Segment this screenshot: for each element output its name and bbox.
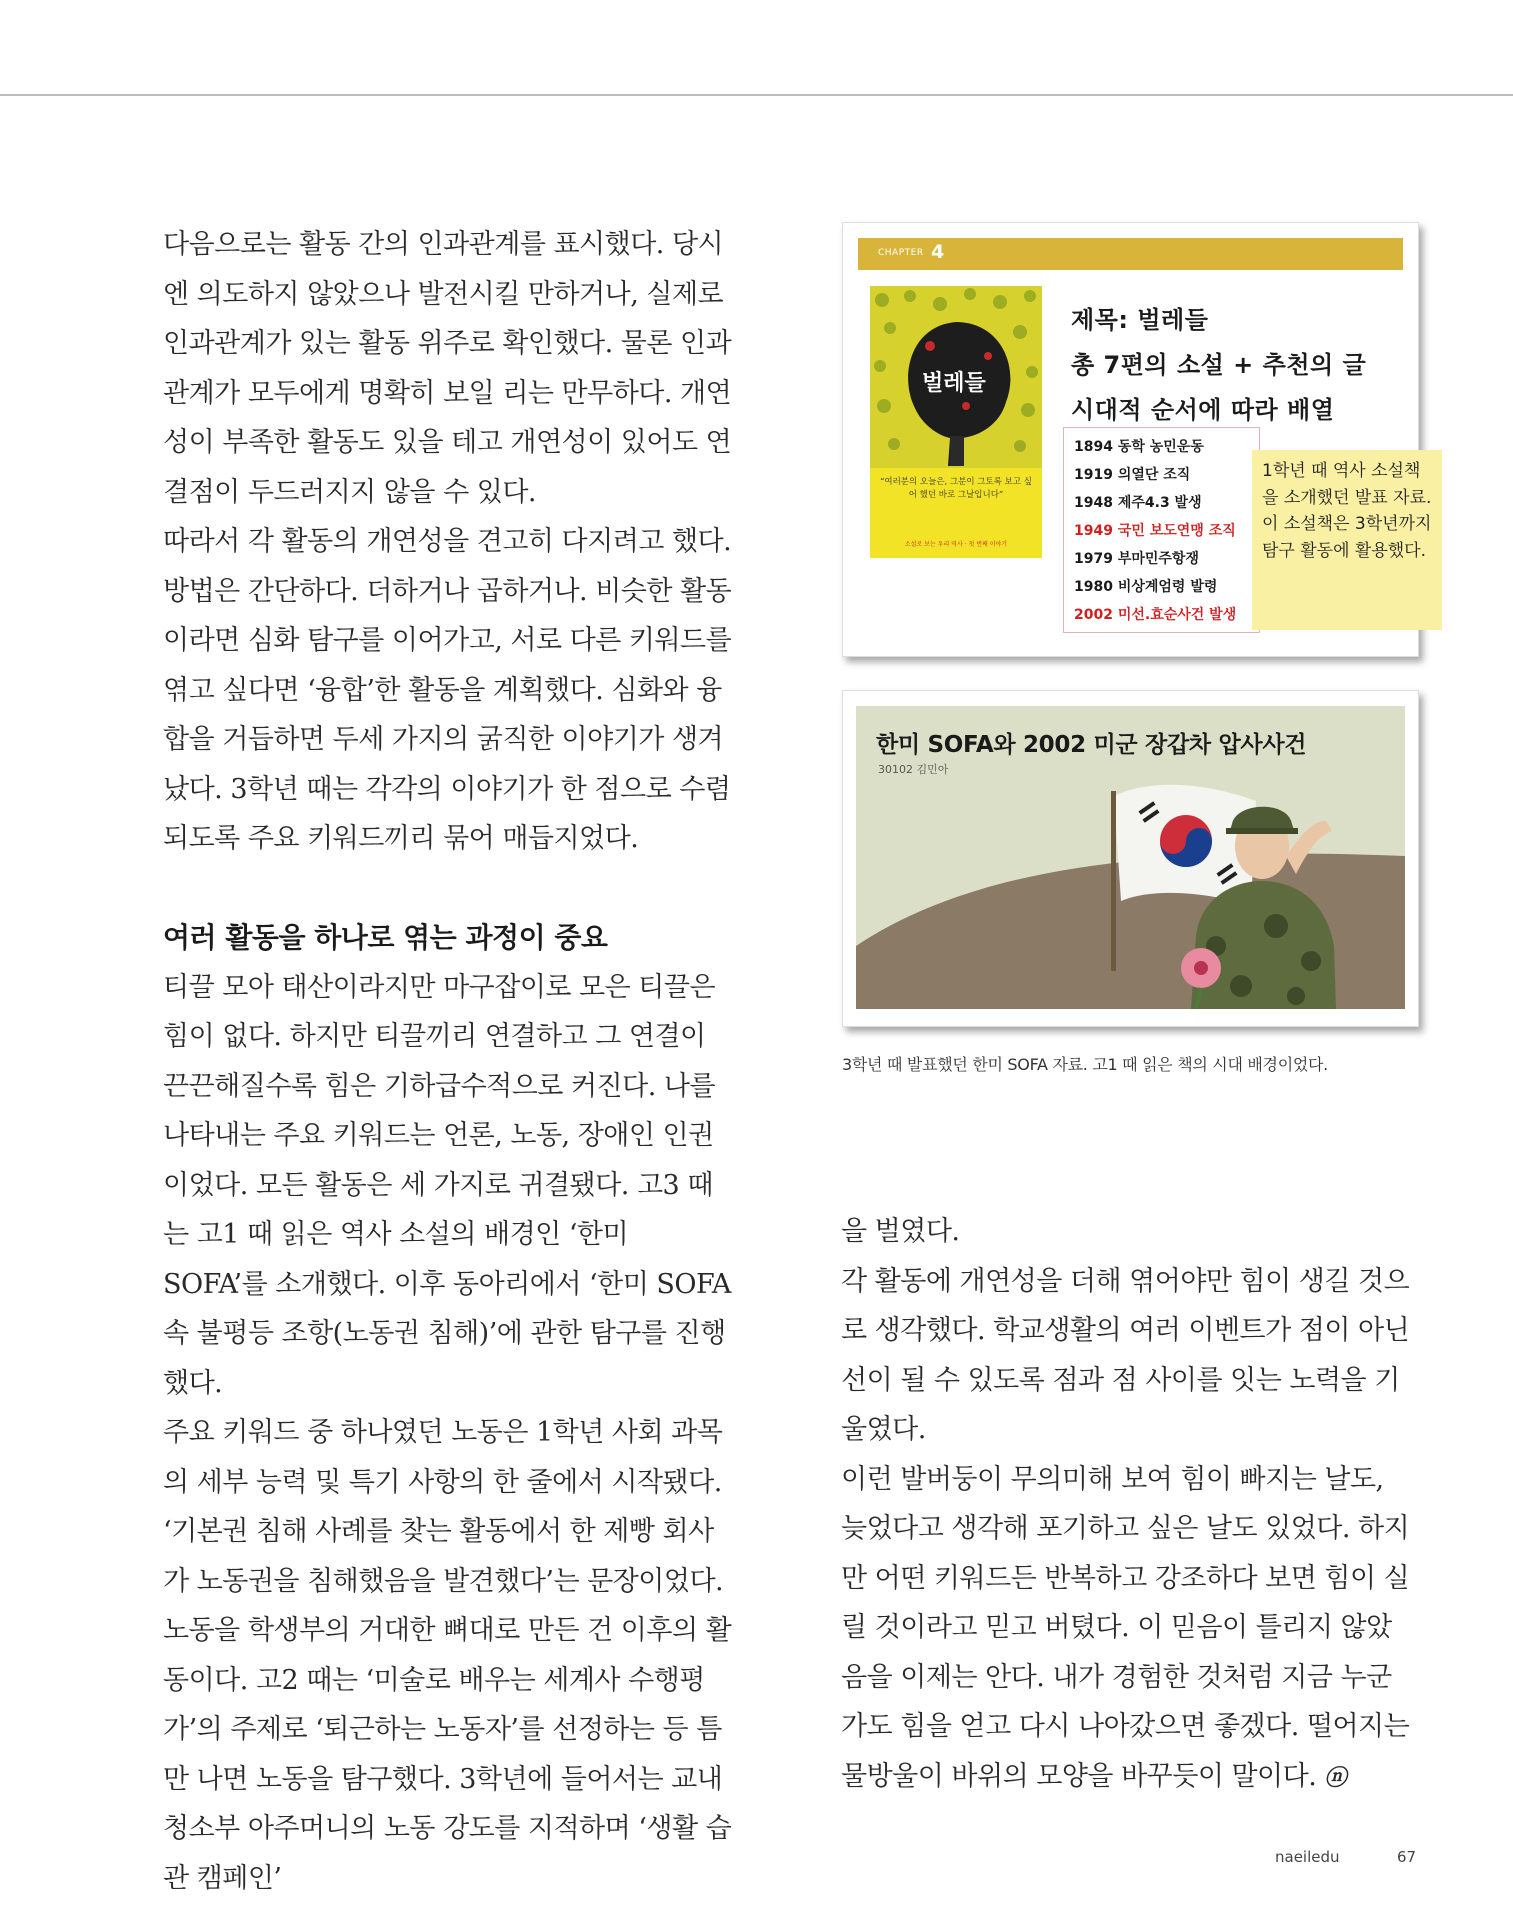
timeline-item: 1894 동학 농민운동 (1074, 439, 1204, 455)
book-subtitle: 소설로 보는 우리 역사 · 첫 번째 이야기 (904, 541, 1008, 548)
body-paragraph: 주요 키워드 중 하나였던 노동은 1학년 사회 과목의 세부 능력 및 특기 사항의 한 줄에서 시작됐다. ‘기본권 침해 사례를 찾는 활동에서 한 제빵 회사가 노동권을 침해했음을 발견했다’는 문장이었다. 노동을 학생부의 거대한 뼈대로 만든 건 이후의 활동이다. 고2 때는 ‘미술로 배우는 세계사 수행평가’의 주제로 ‘퇴근하는 노동자’를 선정하는 등 틈만 나면 노동을 탐구했다. 3학년에 들어서는 교내 청소부 아주머니의 노동 강도를 지적하며 ‘생활 습관 캠페인’ (163, 1417, 732, 1894)
book-presentation-slide (842, 222, 1432, 657)
right-column (841, 1207, 1416, 1803)
sticky-note: 1학년 때 역사 소설책을 소개했던 발표 자료. 이 소설책은 3학년까지 탐구 활동에 활용했다. (1252, 450, 1442, 630)
timeline-item: 1948 제주4.3 발생 (1074, 495, 1202, 511)
body-text: 이런 발버둥이 무의미해 보여 힘이 빠지는 날도, 늦었다고 생각해 포기하고 싶은 날도 있었다. 하지만 어떤 키워드든 반복하고 강조하다 보면 힘이 실릴 것이라고 믿고 버텼다. 이 믿음이 틀리지 않았음을 이제는 안다. 내가 경험한 것처럼 지금 누군가도 힘을 얻고 다시 나아갔으면 좋겠다. 떨어지는 물방울이 바위의 모양을 바꾸듯이 말이다. (841, 1463, 1410, 1792)
book-quote: “여러분의 오늘은, 그분이 그토록 보고 싶어 했던 바로 그날입니다” (880, 477, 1032, 500)
timeline-item-highlight: 1949 국민 보도연맹 조직 (1074, 523, 1236, 539)
body-paragraph: 각 활동에 개연성을 더해 엮어야만 힘이 생길 것으로 생각했다. 학교생활의 여러 이벤트가 점이 아닌 선이 될 수 있도록 점과 점 사이를 잇는 노력을 기울였다. (841, 1265, 1410, 1445)
timeline-item: 1979 부마민주항쟁 (1074, 551, 1199, 567)
slide2-title: 한미 SOFA와 2002 미군 장갑차 압사사건 (876, 732, 1307, 758)
chapter-number: 4 (931, 241, 945, 263)
end-mark-icon: ⓝ (1324, 1764, 1346, 1791)
slide2-canvas (856, 706, 1405, 1009)
body-paragraph: 티끌 모아 태산이라지만 마구잡이로 모은 티끌은 힘이 없다. 하지만 티끌끼리 연결하고 그 연결이 끈끈해질수록 힘은 기하급수적으로 커진다. 나를 나타내는 주요 키워드는 언론, 노동, 장애인 인권이었다. 모든 활동은 세 가지로 귀결됐다. 고3 때는 고1 때 읽은 역사 소설의 배경인 ‘한미 SOFA’를 소개했다. 이후 동아리에서 ‘한미 SOFA 속 불평등 조항(노동권 침해)’에 관한 탐구를 진행했다. (163, 971, 731, 1399)
sofa-presentation-slide (842, 690, 1419, 1027)
book-cover (870, 286, 1042, 558)
timeline-item-highlight: 2002 미선.효순사건 발생 (1074, 607, 1237, 623)
timeline-box (1063, 427, 1260, 633)
section-heading: 여러 활동을 하나로 엮는 과정이 중요 (163, 921, 608, 954)
page-number: 67 (1397, 1848, 1417, 1866)
footer-brand: naeiledu (1275, 1848, 1340, 1866)
figure-caption: 3학년 때 발표했던 한미 SOFA 자료. 고1 때 읽은 책의 시대 배경이었다. (842, 1055, 1328, 1074)
timeline-item: 1980 비상계엄령 발령 (1074, 579, 1218, 595)
chapter-label: CHAPTER (878, 248, 924, 258)
body-paragraph: 다음으로는 활동 간의 인과관계를 표시했다. 당시엔 의도하지 않았으나 발전시킬 만하거나, 실제로 인과관계가 있는 활동 위주로 확인했다. 물론 인과관계가 모두에게 명확히 보일 리는 만무하다. 개연성이 부족한 활동도 있을 테고 개연성이 있어도 연결점이 두드러지지 않을 수 있다. (163, 229, 732, 508)
slide2-subtitle: 30102 김민아 (878, 763, 949, 776)
body-paragraph: 을 벌였다. (841, 1216, 960, 1247)
book-cover-band (870, 468, 1042, 558)
left-column (163, 220, 738, 1903)
timeline-item: 1919 의열단 조직 (1074, 467, 1191, 483)
top-rule (0, 94, 1513, 96)
body-paragraph (841, 1455, 1416, 1804)
body-paragraph: 따라서 각 활동의 개연성을 견고히 다지려고 했다. 방법은 간단하다. 더하거나 곱하거나. 비슷한 활동이라면 심화 탐구를 이어가고, 서로 다른 키워드를 엮고 싶다면 ‘융합’한 활동을 계획했다. 심화와 융합을 거듭하면 두세 가지의 굵직한 이야기가 생겨났다. 3학년 때는 각각의 이야기가 한 점으로 수렴되도록 주요 키워드끼리 묶어 매듭지었다. (163, 526, 732, 854)
slide-line-title: 제목: 벌레들 (1071, 306, 1209, 334)
slide-line-count: 총 7편의 소설 + 추천의 글 (1071, 351, 1367, 379)
slide-line-order: 시대적 순서에 따라 배열 (1071, 396, 1335, 424)
book-title: 벌레들 (922, 371, 986, 396)
